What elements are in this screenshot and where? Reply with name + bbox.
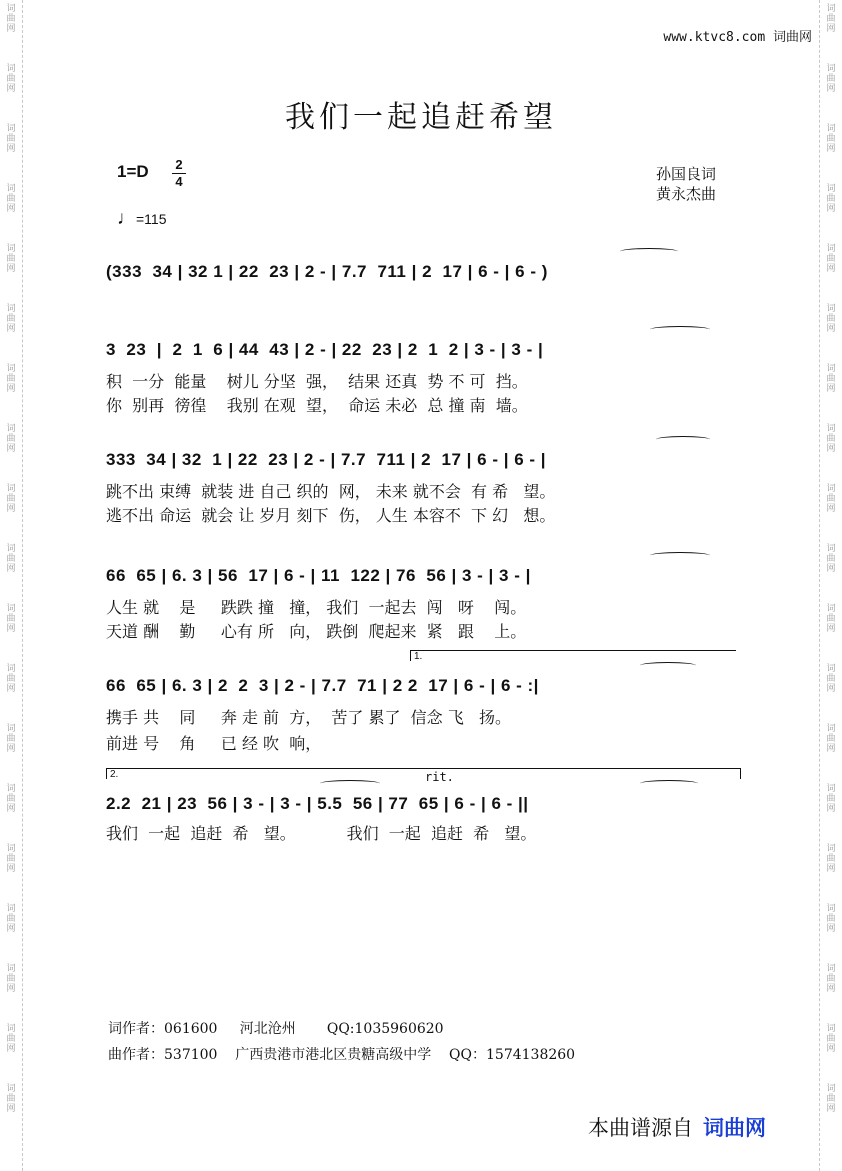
- watermark-glyph: 词: [6, 604, 16, 614]
- watermark-glyph: 网: [6, 264, 16, 274]
- watermark-glyph: 曲: [826, 434, 836, 444]
- watermark-glyph: 网: [826, 384, 836, 394]
- watermark-glyph: 网: [826, 204, 836, 214]
- watermark-glyph: 网: [6, 84, 16, 94]
- ritardando-mark: rit.: [425, 770, 454, 784]
- watermark-glyph: 词: [6, 904, 16, 914]
- watermark-block: [820, 900, 842, 960]
- watermark-glyph: 词: [6, 184, 16, 194]
- watermark-glyph: 词: [826, 124, 836, 134]
- credits: [656, 164, 716, 204]
- watermark-glyph: 曲: [6, 674, 16, 684]
- watermark-glyph: 词: [826, 664, 836, 674]
- quarter-note-icon: ♩: [117, 208, 136, 229]
- watermark-block: [0, 960, 22, 1020]
- system-5-notes: 66 65 | 6. 3 | 2 2 3 | 2 - | 7.7 71 | 2 2 17 | 6 - | 6 - :|: [106, 676, 539, 695]
- watermark-glyph: 曲: [826, 974, 836, 984]
- watermark-glyph: 曲: [826, 614, 836, 624]
- system-4-lyric-1: 人生 就 是 跌跌 撞 撞， 我们 一起去 闯 呀 闯。: [106, 598, 527, 617]
- watermark-glyph: 词: [6, 964, 16, 974]
- system-2-notes: 3 23 | 2 1 6 | 44 43 | 2 - | 22 23 | 2 1 2 | 3 - | 3 - |: [106, 340, 544, 359]
- watermark-glyph: 词: [6, 544, 16, 554]
- watermark-glyph: 网: [826, 744, 836, 754]
- watermark-glyph: 词: [6, 244, 16, 254]
- watermark-block: [820, 1020, 842, 1080]
- watermark-glyph: 曲: [6, 374, 16, 384]
- watermark-glyph: 词: [826, 424, 836, 434]
- watermark-block: [0, 240, 22, 300]
- watermark-glyph: 词: [826, 964, 836, 974]
- site-url[interactable]: www.ktvc8.com: [663, 30, 766, 45]
- slur: [640, 780, 698, 787]
- watermark-glyph: 词: [826, 484, 836, 494]
- watermark-glyph: 曲: [6, 734, 16, 744]
- volta-second-ending: 2.: [106, 768, 741, 779]
- watermark-glyph: 词: [6, 364, 16, 374]
- watermark-glyph: 网: [826, 144, 836, 154]
- system-3-lyric-1: 跳不出 束缚 就装 进 自己 织的 网， 未来 就不会 有 希 望。: [106, 482, 556, 501]
- watermark-glyph: 网: [6, 624, 16, 634]
- watermark-block: [820, 1080, 842, 1140]
- watermark-block: [0, 1080, 22, 1140]
- watermark-block: [0, 480, 22, 540]
- watermark-glyph: 曲: [6, 914, 16, 924]
- watermark-glyph: 网: [826, 324, 836, 334]
- watermark-block: [0, 300, 22, 360]
- watermark-glyph: 曲: [6, 194, 16, 204]
- watermark-glyph: 曲: [6, 434, 16, 444]
- watermark-glyph: 曲: [826, 494, 836, 504]
- watermark-glyph: 词: [6, 304, 16, 314]
- watermark-block: [0, 660, 22, 720]
- slur: [650, 326, 710, 333]
- watermark-glyph: 曲: [826, 554, 836, 564]
- watermark-glyph: 曲: [826, 374, 836, 384]
- watermark-glyph: 网: [826, 864, 836, 874]
- watermark-block: [0, 780, 22, 840]
- watermark-glyph: 网: [6, 564, 16, 574]
- watermark-glyph: 词: [6, 124, 16, 134]
- watermark-block: [820, 360, 842, 420]
- watermark-glyph: 曲: [6, 74, 16, 84]
- watermark-block: [0, 720, 22, 780]
- slur: [620, 248, 678, 255]
- watermark-glyph: 曲: [826, 194, 836, 204]
- system-3-lyric-2: 逃不出 命运 就会 让 岁月 刻下 伤， 人生 本容不 下 幻 想。: [106, 506, 556, 525]
- watermark-glyph: 词: [826, 544, 836, 554]
- watermark-glyph: 网: [826, 1104, 836, 1114]
- system-6-notes: 2.2 21 | 23 56 | 3 - | 3 - | 5.5 56 | 77 65 | 6 - | 6 - ||: [106, 794, 529, 813]
- lyricist-credit: 孙国良词: [656, 165, 717, 183]
- source-brand[interactable]: 词曲网: [703, 1116, 766, 1140]
- watermark-glyph: 词: [826, 784, 836, 794]
- watermark-glyph: 曲: [6, 794, 16, 804]
- system-5-lyric-1: 携手 共 同 奔 走 前 方， 苦了 累了 信念 飞 扬。: [106, 708, 511, 727]
- watermark-glyph: 词: [826, 364, 836, 374]
- watermark-glyph: 网: [6, 924, 16, 934]
- watermark-glyph: 曲: [6, 614, 16, 624]
- system-6-lyric-1: 我们 一起 追赶 希 望。 我们 一起 追赶 希 望。: [106, 824, 537, 843]
- watermark-glyph: 曲: [6, 1034, 16, 1044]
- watermark-glyph: 网: [6, 744, 16, 754]
- watermark-glyph: 曲: [826, 854, 836, 864]
- watermark-glyph: 网: [6, 144, 16, 154]
- watermark-glyph: 曲: [6, 254, 16, 264]
- watermark-glyph: 网: [826, 1044, 836, 1054]
- watermark-glyph: 词: [6, 784, 16, 794]
- left-watermark-strip: [0, 0, 23, 1171]
- watermark-glyph: 词: [826, 1084, 836, 1094]
- watermark-glyph: 词: [6, 64, 16, 74]
- watermark-glyph: 网: [826, 84, 836, 94]
- system-4-lyric-2: 天道 酬 勤 心有 所 向， 跌倒 爬起来 紧 跟 上。: [106, 622, 527, 641]
- system-2-lyric-1: 积 一分 能量 树儿 分坚 强， 结果 还真 势 不 可 挡。: [106, 372, 528, 391]
- watermark-glyph: 网: [826, 624, 836, 634]
- watermark-glyph: 网: [6, 384, 16, 394]
- watermark-glyph: 网: [826, 564, 836, 574]
- site-header: [663, 26, 812, 45]
- watermark-block: [820, 0, 842, 60]
- watermark-glyph: 曲: [6, 134, 16, 144]
- watermark-glyph: 网: [6, 24, 16, 34]
- watermark-glyph: 词: [826, 64, 836, 74]
- watermark-glyph: 网: [826, 24, 836, 34]
- watermark-glyph: 曲: [826, 794, 836, 804]
- watermark-glyph: 网: [6, 504, 16, 514]
- watermark-block: [820, 240, 842, 300]
- watermark-glyph: 网: [6, 984, 16, 994]
- tempo-marking: [117, 208, 167, 230]
- watermark-glyph: 词: [826, 184, 836, 194]
- watermark-block: [0, 600, 22, 660]
- watermark-glyph: 网: [6, 324, 16, 334]
- watermark-glyph: 曲: [6, 1094, 16, 1104]
- watermark-glyph: 网: [826, 804, 836, 814]
- system-2-lyric-2: 你 别再 徬徨 我别 在观 望， 命运 未必 总 撞 南 墙。: [106, 396, 528, 415]
- watermark-glyph: 网: [826, 984, 836, 994]
- watermark-glyph: 网: [6, 804, 16, 814]
- lyricist-info: 词作者：061600 河北沧州 QQ:1035960620: [108, 1021, 444, 1037]
- watermark-glyph: 曲: [6, 974, 16, 984]
- watermark-glyph: 词: [6, 484, 16, 494]
- watermark-block: [820, 540, 842, 600]
- volta-first-ending: 1.: [410, 650, 736, 661]
- watermark-glyph: 词: [6, 664, 16, 674]
- watermark-glyph: 词: [6, 1024, 16, 1034]
- watermark-glyph: 曲: [826, 74, 836, 84]
- key-signature: 1=D: [117, 162, 149, 181]
- watermark-glyph: 曲: [826, 314, 836, 324]
- watermark-glyph: 曲: [826, 674, 836, 684]
- watermark-block: [820, 180, 842, 240]
- watermark-glyph: 曲: [826, 1094, 836, 1104]
- source-attribution: [588, 1112, 766, 1142]
- system-1-notes: (333 34 | 32 1 | 22 23 | 2 - | 7.7 711 | 2 17 | 6 - | 6 - ): [106, 262, 548, 281]
- watermark-block: [0, 180, 22, 240]
- watermark-block: [820, 420, 842, 480]
- watermark-glyph: 曲: [6, 554, 16, 564]
- source-label: 本曲谱源自: [588, 1116, 693, 1140]
- watermark-glyph: 曲: [6, 314, 16, 324]
- watermark-block: [820, 600, 842, 660]
- slur: [650, 552, 710, 559]
- watermark-glyph: 词: [6, 4, 16, 14]
- watermark-block: [0, 1020, 22, 1080]
- watermark-glyph: 曲: [826, 734, 836, 744]
- watermark-block: [820, 480, 842, 540]
- watermark-glyph: 曲: [826, 254, 836, 264]
- composer-info: 曲作者：537100 广西贵港市港北区贵糖高级中学 QQ：1574138260: [108, 1047, 576, 1063]
- watermark-glyph: 词: [6, 1084, 16, 1094]
- system-4-notes: 66 65 | 6. 3 | 56 17 | 6 - | 11 122 | 76 56 | 3 - | 3 - |: [106, 566, 531, 585]
- time-signature: [172, 158, 186, 189]
- watermark-glyph: 词: [826, 604, 836, 614]
- watermark-glyph: 网: [6, 684, 16, 694]
- watermark-block: [820, 660, 842, 720]
- site-name[interactable]: 词曲网: [772, 30, 812, 45]
- watermark-block: [820, 840, 842, 900]
- watermark-glyph: 词: [826, 244, 836, 254]
- watermark-block: [0, 420, 22, 480]
- watermark-glyph: 网: [826, 924, 836, 934]
- time-bottom: 4: [175, 174, 183, 189]
- watermark-glyph: 词: [826, 4, 836, 14]
- watermark-glyph: 词: [826, 844, 836, 854]
- watermark-block: [0, 360, 22, 420]
- watermark-glyph: 词: [826, 1024, 836, 1034]
- composer-credit: 黄永杰曲: [656, 185, 717, 203]
- watermark-glyph: 网: [826, 684, 836, 694]
- watermark-glyph: 网: [826, 264, 836, 274]
- watermark-glyph: 网: [6, 864, 16, 874]
- watermark-glyph: 网: [6, 204, 16, 214]
- watermark-glyph: 词: [6, 424, 16, 434]
- watermark-block: [0, 900, 22, 960]
- watermark-glyph: 网: [6, 1104, 16, 1114]
- time-top: 2: [175, 157, 183, 172]
- watermark-glyph: 曲: [826, 134, 836, 144]
- watermark-block: [0, 840, 22, 900]
- watermark-glyph: 曲: [6, 494, 16, 504]
- watermark-glyph: 曲: [6, 14, 16, 24]
- right-watermark-strip: [819, 0, 842, 1171]
- system-5-lyric-2: 前进 号 角 已 经 吹 响，: [106, 734, 322, 753]
- system-3-notes: 333 34 | 32 1 | 22 23 | 2 - | 7.7 711 | 2 17 | 6 - | 6 - |: [106, 450, 547, 469]
- watermark-glyph: 曲: [826, 14, 836, 24]
- watermark-block: [820, 300, 842, 360]
- score-title: 我们一起追赶希望: [285, 100, 557, 135]
- watermark-block: [0, 540, 22, 600]
- watermark-glyph: 词: [826, 304, 836, 314]
- watermark-glyph: 曲: [6, 854, 16, 864]
- watermark-glyph: 曲: [826, 914, 836, 924]
- watermark-block: [820, 960, 842, 1020]
- watermark-glyph: 曲: [826, 1034, 836, 1044]
- tempo-value: =115: [136, 211, 167, 227]
- slur: [320, 780, 380, 787]
- watermark-glyph: 词: [826, 904, 836, 914]
- watermark-glyph: 词: [6, 844, 16, 854]
- watermark-glyph: 网: [6, 444, 16, 454]
- slur: [640, 662, 696, 669]
- watermark-glyph: 网: [6, 1044, 16, 1054]
- slur: [656, 436, 710, 443]
- watermark-block: [0, 0, 22, 60]
- watermark-glyph: 词: [6, 724, 16, 734]
- watermark-block: [820, 780, 842, 840]
- watermark-block: [820, 720, 842, 780]
- watermark-glyph: 网: [826, 444, 836, 454]
- watermark-glyph: 网: [826, 504, 836, 514]
- watermark-glyph: 词: [826, 724, 836, 734]
